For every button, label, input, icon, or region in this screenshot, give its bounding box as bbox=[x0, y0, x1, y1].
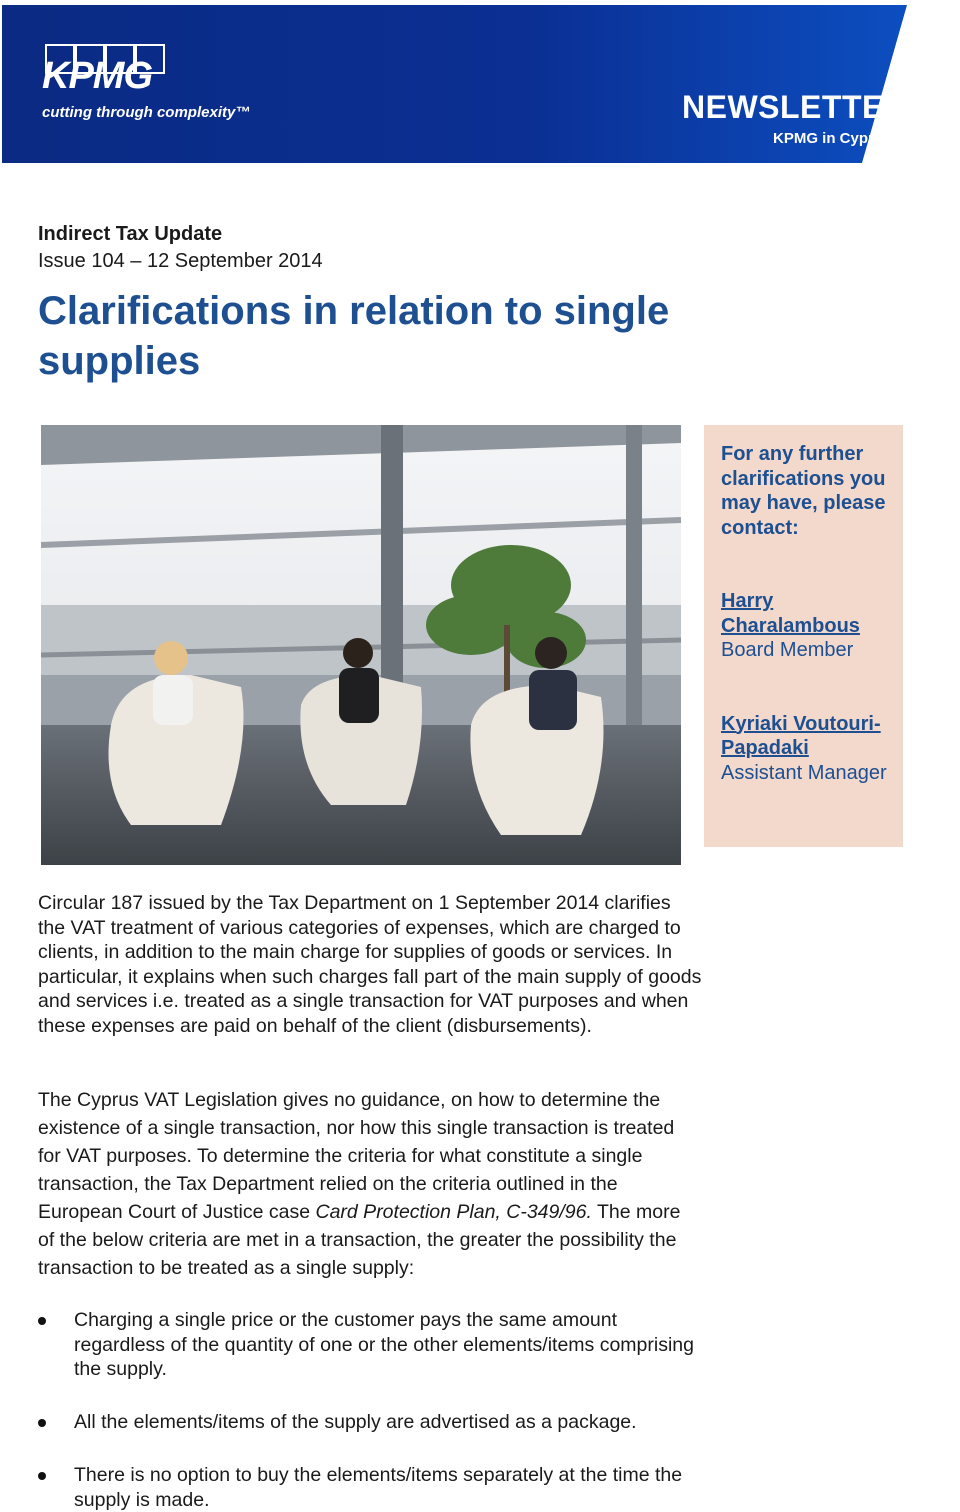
body-text: The Cyprus VAT Legislation gives no guidance, on how to determine the existence of a single transaction, nor how this single transaction is treated for VAT purposes. To determine the criteria for what constitute a single transaction, the Tax Department relied on the criteria outlined in the European Court of Justice case bbox=[38, 1089, 675, 1223]
newsletter-subtitle: KPMG in Cyprus bbox=[773, 130, 892, 147]
list-item-text: There is no option to buy the elements/items separately at the time the supply is made. bbox=[74, 1464, 683, 1511]
kpmg-logo: KPMG bbox=[42, 55, 152, 97]
newsletter-banner bbox=[2, 5, 958, 163]
contact-prompt: For any further clarifications you may have, please contact: bbox=[721, 443, 886, 539]
page-title: Clarifications in relation to single supplies bbox=[38, 289, 670, 383]
contact-name-link[interactable]: Kyriaki Voutouri-Papadaki bbox=[721, 712, 881, 759]
body-text: The more of the below criteria are met in a transaction, the greater the possibility the transaction to be treated as a single supply: bbox=[38, 1201, 681, 1279]
intro-paragraph: Circular 187 issued by the Tax Department on 1 September 2014 clarifies the VAT treatment of various categories of expenses, which are charged to clients, in addition to the main charge for supplies of goods or services. In particular, it explains when such charges fall part of the main supply of goods and services i.e. treated as a single transaction for VAT purposes and when these expenses are paid on behalf of the client (disbursements). bbox=[38, 892, 702, 1037]
body-paragraph bbox=[38, 1086, 702, 1282]
logo-tagline: cutting through complexity™ bbox=[42, 104, 251, 121]
series-title: Indirect Tax Update bbox=[38, 223, 223, 245]
issue-date: Issue 104 – 12 September 2014 bbox=[38, 250, 323, 272]
bullet-icon bbox=[38, 1317, 46, 1325]
newsletter-label: NEWSLETTER bbox=[682, 89, 908, 125]
contact-name-link[interactable]: Harry Charalambous bbox=[721, 590, 860, 637]
case-reference: Card Protection Plan, C-349/96. bbox=[315, 1201, 592, 1223]
list-item-text: All the elements/items of the supply are advertised as a package. bbox=[74, 1411, 637, 1433]
office-meeting-photo bbox=[41, 425, 681, 865]
list-item-text: Charging a single price or the customer pays the same amount regardless of the quantity of one or the other elements/items comprising the supply. bbox=[74, 1309, 694, 1380]
contact-role: Board Member bbox=[721, 639, 854, 661]
contact-box bbox=[704, 425, 903, 847]
contact-role: Assistant Manager bbox=[721, 761, 887, 784]
bullet-icon bbox=[38, 1419, 46, 1427]
bullet-icon bbox=[38, 1472, 46, 1480]
